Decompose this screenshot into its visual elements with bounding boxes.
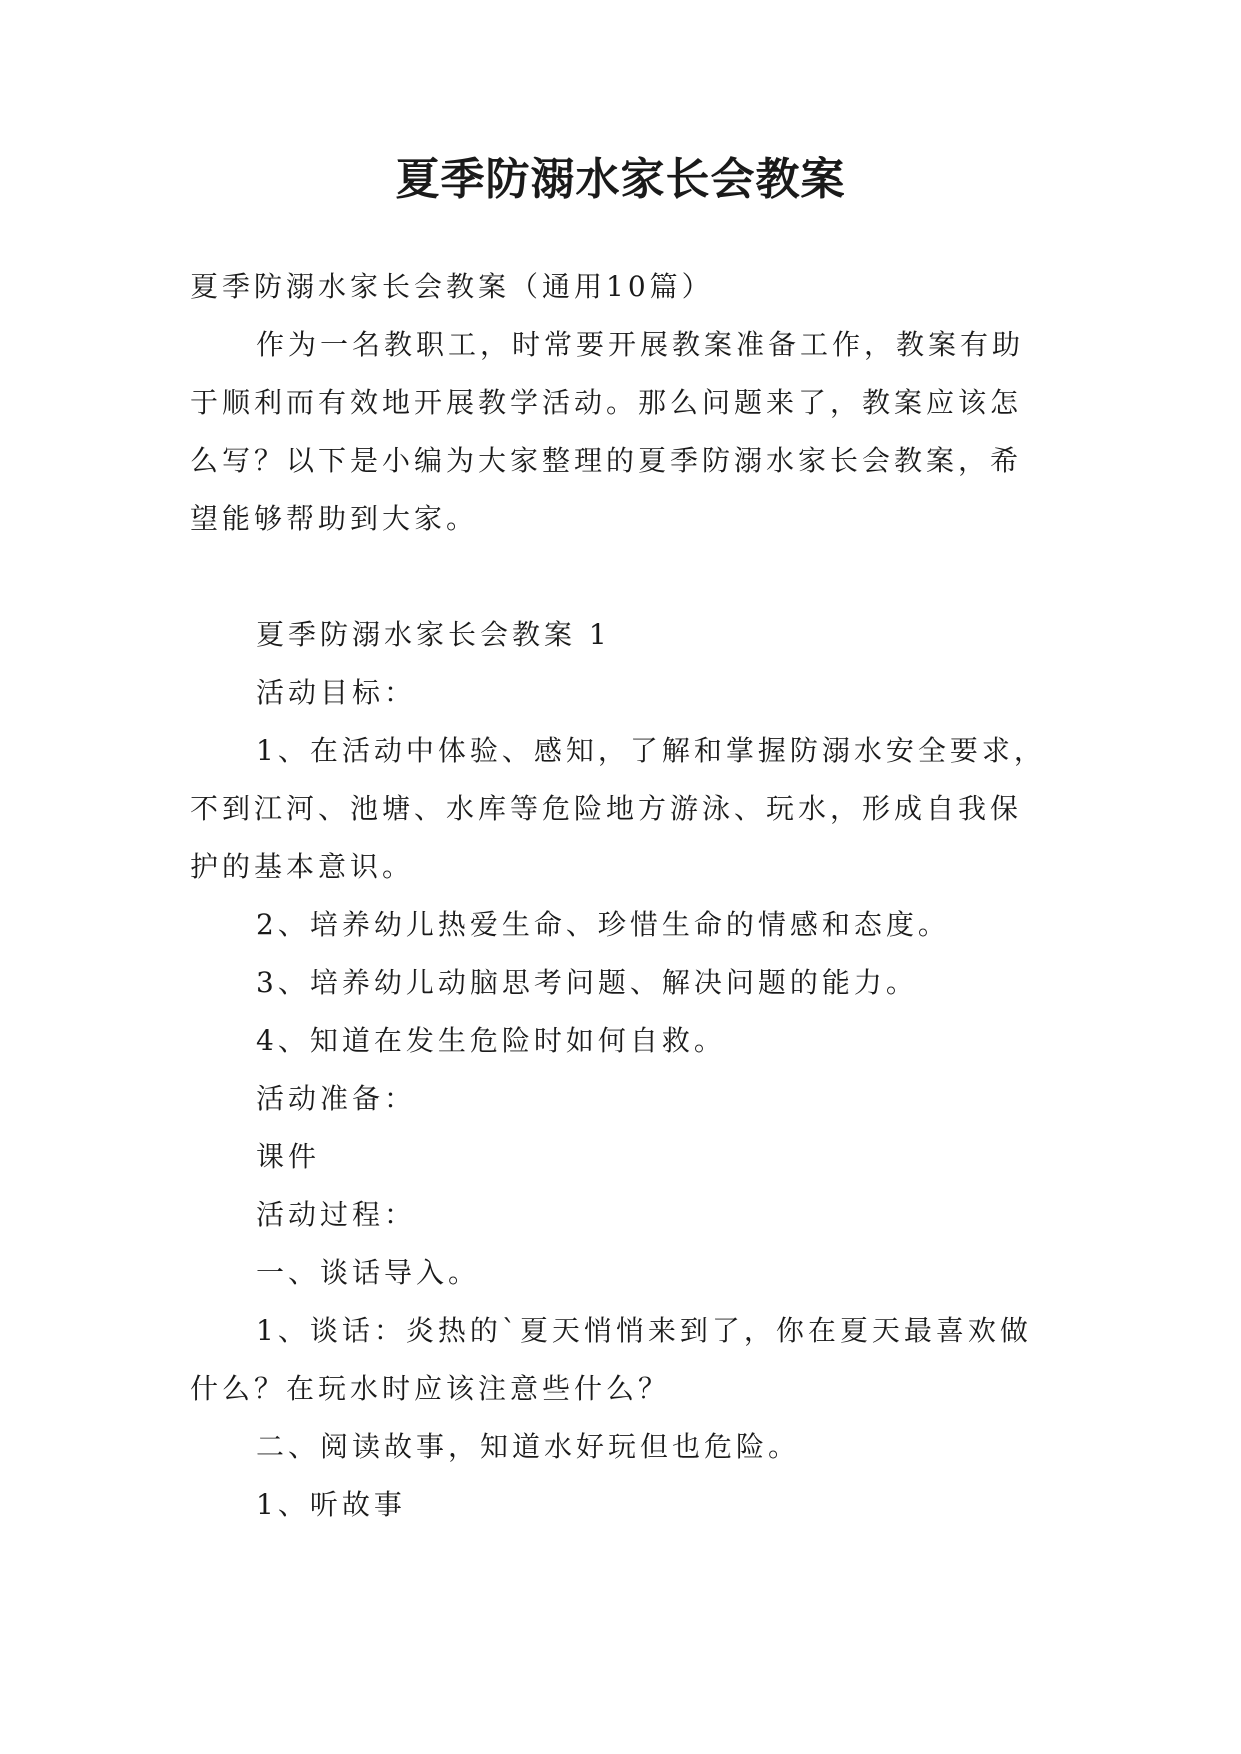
goal-item-3: 3、培养幼儿动脑思考问题、解决问题的能力。: [256, 966, 918, 999]
document-title: 夏季防溺水家长会教案: [395, 154, 846, 205]
document-subtitle: 夏季防溺水家长会教案（通用10篇）: [190, 270, 714, 303]
process-label: 活动过程：: [256, 1198, 417, 1231]
step-1-heading: 一、谈话导入。: [256, 1256, 481, 1289]
goal-item-4: 4、知道在发生危险时如何自救。: [256, 1024, 726, 1057]
goal-item-1: 1、在活动中体验、感知，了解和掌握防溺水安全要求，不到江河、池塘、水库等危险地方游泳、玩水，形成自我保护的基本意识。: [190, 734, 1046, 883]
section-heading: 夏季防溺水家长会教案 1: [256, 618, 611, 651]
goals-label: 活动目标：: [256, 676, 417, 709]
step-2-heading: 二、阅读故事，知道水好玩但也危险。: [256, 1430, 801, 1463]
intro-paragraph: 作为一名教职工，时常要开展教案准备工作，教案有助于顺利而有效地开展教学活动。那么问题来了，教案应该怎么写？以下是小编为大家整理的夏季防溺水家长会教案，希望能够帮助到大家。: [190, 328, 1025, 535]
step-1-item: 1、谈话：炎热的`夏天悄悄来到了，你在夏天最喜欢做什么？在玩水时应该注意些什么？: [190, 1314, 1032, 1405]
document-body: [190, 258, 1050, 1534]
prep-item: 课件: [256, 1140, 321, 1173]
prep-label: 活动准备：: [256, 1082, 417, 1115]
goal-item-2: 2、培养幼儿热爱生命、珍惜生命的情感和态度。: [256, 908, 950, 941]
step-2-item: 1、听故事: [256, 1488, 406, 1521]
paragraph-gap: [190, 548, 1050, 606]
